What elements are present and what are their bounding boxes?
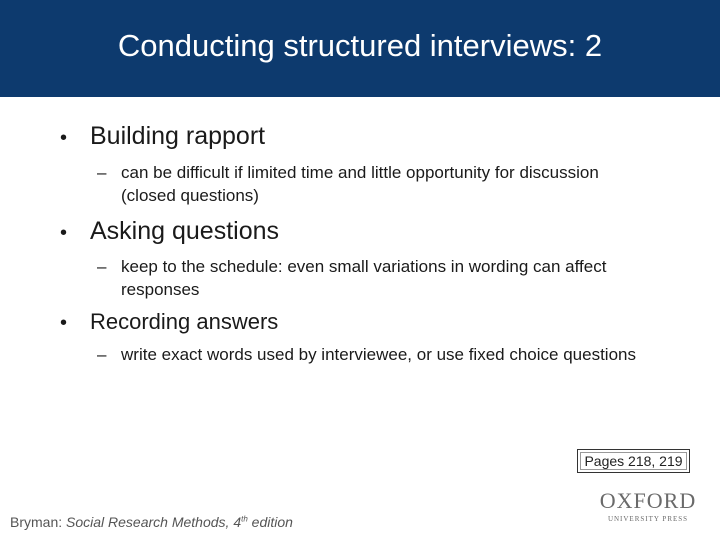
sub-bullet-asking-questions <box>97 255 657 301</box>
bullet-marker: • <box>60 312 68 334</box>
bullet-marker: • <box>60 222 68 244</box>
slide-title: Conducting structured interviews: 2 <box>117 27 603 63</box>
bullet-building-rapport <box>60 122 265 151</box>
footer-book-title: Social Research Methods, 4 <box>66 514 242 530</box>
sub-bullet-building-rapport <box>97 161 657 207</box>
sub-bullet-marker: – <box>97 163 107 182</box>
sub-bullet-text: can be difficult if limited time and little opportunity for discussion (closed questions) <box>121 163 599 205</box>
pages-reference-text: Pages 218, 219 <box>584 453 683 469</box>
bullet-recording-answers <box>60 309 278 335</box>
bullet-text: Building rapport <box>90 122 266 150</box>
bullet-text: Asking questions <box>90 217 280 245</box>
bullet-text: Recording answers <box>90 309 279 334</box>
sub-bullet-recording-answers <box>97 343 657 366</box>
footer-author: Bryman: <box>10 514 67 530</box>
sub-bullet-marker: – <box>97 257 107 276</box>
footer-superscript: th <box>241 514 248 524</box>
pages-reference-box <box>577 449 690 473</box>
sub-bullet-marker: – <box>97 345 107 364</box>
bullet-asking-questions <box>60 217 279 246</box>
oxford-logo <box>598 488 698 523</box>
logo-main-text: OXFORD <box>599 488 697 513</box>
logo-sub-text: UNIVERSITY PRESS <box>607 515 689 523</box>
sub-bullet-text: keep to the schedule: even small variations in wording can affect responses <box>121 257 607 299</box>
footer-edition: edition <box>247 514 293 530</box>
title-bar <box>0 0 720 97</box>
footer-citation <box>10 514 293 530</box>
sub-bullet-text: write exact words used by interviewee, or use fixed choice questions <box>121 345 636 364</box>
bullet-marker: • <box>60 127 68 149</box>
